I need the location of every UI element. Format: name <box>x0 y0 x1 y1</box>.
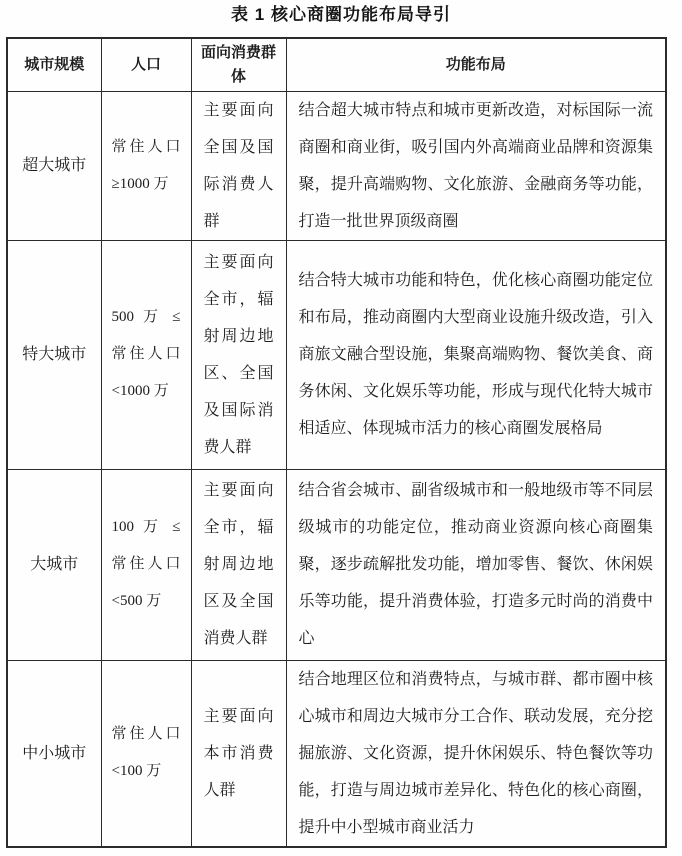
header-city-scale: 城市规模 <box>7 38 101 91</box>
table-row <box>7 660 666 847</box>
cell-function-layout: 结合地理区位和消费特点，与城市群、都市圈中核心城市和周边大城市分工合作、联动发展，充分挖掘旅游、文化资源，提升休闲娱乐、特色餐饮等功能，打造与周边城市差异化、特色化的核心商圈，提升中小型城市商业活力 <box>286 660 666 847</box>
cell-city-scale: 大城市 <box>7 469 101 660</box>
cell-population: 100 万 ≤ 常住人口 <500 万 <box>101 469 191 660</box>
cell-city-scale: 特大城市 <box>7 240 101 469</box>
header-population: 人口 <box>101 38 191 91</box>
core-business-district-table <box>6 37 667 848</box>
cell-city-scale: 中小城市 <box>7 660 101 847</box>
table-title: 表 1 核心商圈功能布局导引 <box>231 5 451 24</box>
cell-population: 常住人口 <100 万 <box>101 660 191 847</box>
table-row <box>7 469 666 660</box>
cell-consumer-group: 主要面向全市，辐射周边地区、全国及国际消费人群 <box>191 240 286 469</box>
cell-city-scale: 超大城市 <box>7 91 101 240</box>
table-header-row <box>7 38 666 91</box>
cell-consumer-group: 主要面向全国及国际消费人群 <box>191 91 286 240</box>
cell-function-layout: 结合省会城市、副省级城市和一般地级市等不同层级城市的功能定位，推动商业资源向核心商圈集聚，逐步疏解批发功能，增加零售、餐饮、休闲娱乐等功能，提升消费体验，打造多元时尚的消费中心 <box>286 469 666 660</box>
cell-population: 常住人口 ≥1000 万 <box>101 91 191 240</box>
cell-function-layout: 结合特大城市功能和特色，优化核心商圈功能定位和布局，推动商圈内大型商业设施升级改造，引入商旅文融合型设施，集聚高端购物、餐饮美食、商务休闲、文化娱乐等功能，形成与现代化特大城市相适应、体现城市活力的核心商圈发展格局 <box>286 240 666 469</box>
cell-function-layout: 结合超大城市特点和城市更新改造，对标国际一流商圈和商业街，吸引国内外高端商业品牌和资源集聚，提升高端购物、文化旅游、金融商务等功能，打造一批世界顶级商圈 <box>286 91 666 240</box>
cell-consumer-group: 主要面向本市消费人群 <box>191 660 286 847</box>
table-row <box>7 91 666 240</box>
table-row <box>7 240 666 469</box>
header-function-layout: 功能布局 <box>286 38 666 91</box>
cell-population: 500 万 ≤ 常住人口 <1000 万 <box>101 240 191 469</box>
cell-consumer-group: 主要面向全市，辐射周边地区及全国消费人群 <box>191 469 286 660</box>
header-consumer-group: 面向消费群体 <box>191 38 286 91</box>
